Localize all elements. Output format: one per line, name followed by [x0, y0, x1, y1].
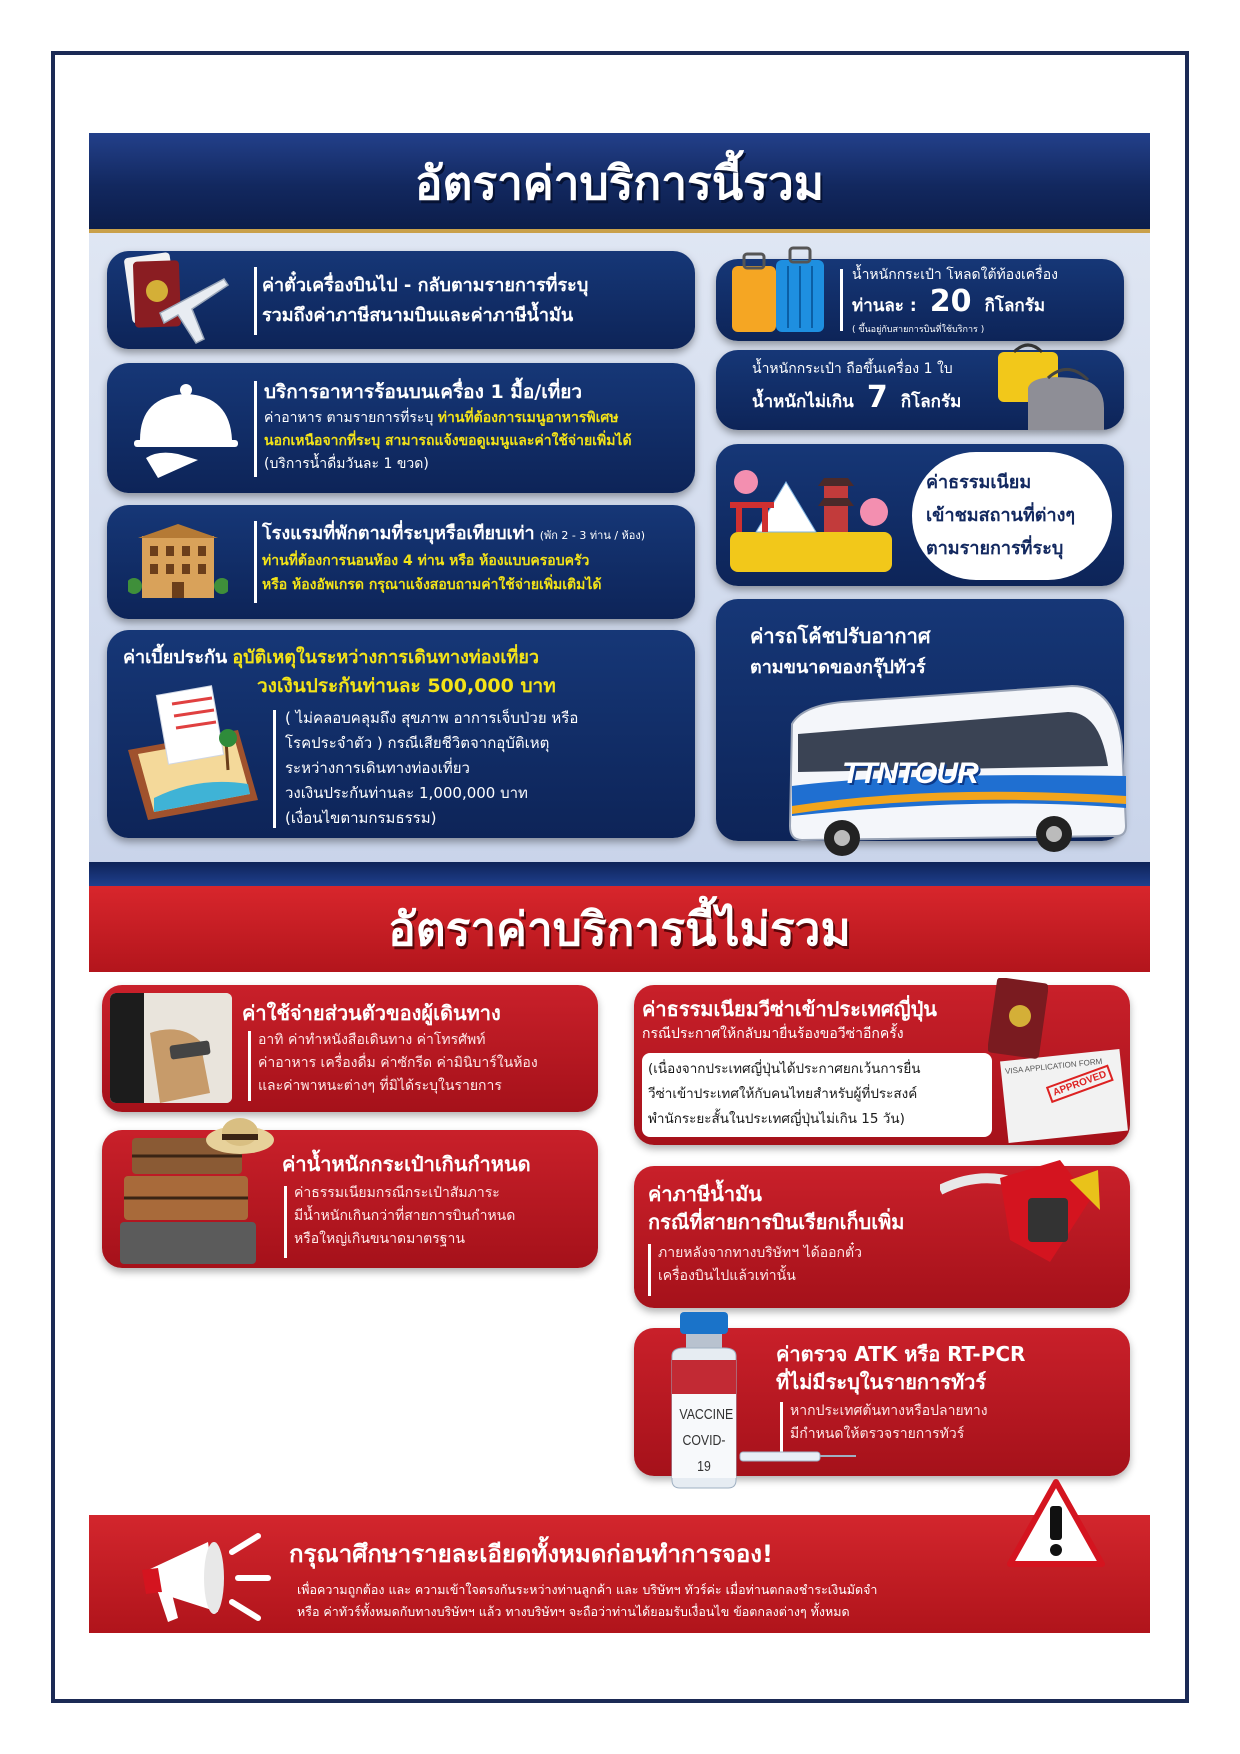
visa-form-label: VISA APPLICATION FORM	[1004, 1056, 1103, 1076]
overweight-line: มีน้ำหนักเกินกว่าที่สายการบินกำหนด	[294, 1208, 516, 1224]
visa-fee-card	[634, 985, 1130, 1145]
fuel-line: ภายหลังจากทางบริษัทฯ ได้ออกตั๋ว	[658, 1245, 862, 1261]
insurance-line: ( ไม่คลอบคลุมถึง สุขภาพ อาการเจ็บป่วย หรือ	[285, 709, 579, 727]
megaphone-icon	[128, 1522, 278, 1634]
insurance-line: โรคประจำตัว ) กรณีเสียชีวิตจากอุบัติเหตุ	[285, 734, 550, 752]
entrance-line: ตามรายการที่ระบุ	[926, 538, 1064, 559]
coach-brand: TTNTOUR	[842, 757, 978, 790]
warning-icon	[1006, 1478, 1106, 1570]
passport-plane-icon	[120, 243, 230, 353]
excluded-header	[89, 886, 1150, 972]
vaccine-vial	[662, 1310, 746, 1490]
meal-line1-white: ค่าอาหาร ตามรายการที่ระบุ	[264, 410, 434, 426]
included-header	[89, 133, 1150, 233]
personal-photo	[110, 993, 232, 1103]
fuel-nozzle-icon	[940, 1150, 1100, 1270]
fuel-title2: กรณีที่สายการบินเรียกเก็บเพิ่ม	[648, 1210, 905, 1234]
coach-line1: ค่ารถโค้ชปรับอากาศ	[750, 624, 931, 648]
meal-line3: (บริการน้ำดื่มวันละ 1 ขวด)	[264, 456, 429, 472]
excluded-title: อัตราค่าบริการนี้ไม่รวม	[388, 902, 851, 956]
suitcase-beach-icon	[118, 680, 268, 830]
vial-label-line2: COVID-19	[682, 1432, 726, 1475]
personal-line: อาทิ ค่าทำหนังสือเดินทาง ค่าโทรศัพท์	[258, 1032, 486, 1048]
checked-bag-line1: น้ำหนักกระเป๋า โหลดใต้ท้องเครื่อง	[852, 267, 1058, 283]
checked-bag-label: ท่านละ :	[852, 296, 917, 316]
hotel-title-note: (พัก 2 - 3 ท่าน / ห้อง)	[539, 529, 646, 542]
checked-bag-note: ( ขึ้นอยู่กับสายการบินที่ใช้บริการ )	[852, 325, 985, 335]
personal-expenses-card	[102, 985, 598, 1112]
luggage-icon	[726, 246, 836, 338]
carry-bag-line1: น้ำหนักกระเป๋า ถือขึ้นเครื่อง 1 ใบ	[752, 361, 953, 377]
personal-title: ค่าใช้จ่ายส่วนตัวของผู้เดินทาง	[242, 1001, 501, 1025]
carry-bag-value: 7	[866, 380, 888, 415]
visa-note-line: พำนักระยะสั้นในประเทศญี่ปุ่นไม่เกิน 15 วัน)	[648, 1111, 905, 1127]
flight-line1: ค่าตั๋วเครื่องบินไป - กลับตามรายการที่ระบุ	[262, 275, 589, 296]
insurance-line: ระหว่างการเดินทางท่องเที่ยว	[285, 759, 470, 777]
japan-landmarks-icon	[726, 452, 896, 580]
vial-label-line1: VACCINE	[679, 1406, 734, 1423]
test-title2: ที่ไม่มีระบุในรายการทัวร์	[776, 1370, 987, 1394]
passport-icon	[988, 978, 1048, 1060]
overweight-line: หรือใหญ่เกินขนาดมาตรฐาน	[294, 1231, 465, 1247]
visa-note-box	[642, 1053, 992, 1137]
insurance-label: ค่าเบี้ยประกัน	[123, 647, 228, 668]
coach-line2: ตามขนาดของกรุ๊ปทัวร์	[750, 657, 926, 678]
carry-bag-label: น้ำหนักไม่เกิน	[752, 392, 854, 412]
fuel-line: เครื่องบินไปแล้วเท่านั้น	[658, 1268, 796, 1284]
fuel-title1: ค่าภาษีน้ำมัน	[648, 1182, 762, 1206]
included-title: อัตราค่าบริการนี้รวม	[414, 156, 825, 210]
insurance-title-y2: วงเงินประกันท่านละ 500,000 บาท	[257, 675, 556, 697]
visa-note-line: วีซ่าเข้าประเทศให้กับคนไทยสำหรับผู้ที่ประสงค์	[648, 1086, 918, 1102]
meal-line1-yellow: ท่านที่ต้องการเมนูอาหารพิเศษ	[437, 410, 619, 426]
flight-line2: รวมถึงค่าภาษีสนามบินและค่าภาษีน้ำมัน	[262, 305, 574, 326]
hotel-line2: หรือ ห้องอัพเกรด กรุณาแจ้งสอบถามค่าใช้จ่ายเพิ่มเติมได้	[262, 577, 602, 593]
checked-bag-unit: กิโลกรัม	[984, 296, 1046, 316]
insurance-line: วงเงินประกันท่านละ 1,000,000 บาท	[285, 784, 528, 802]
cloche-icon	[128, 378, 238, 483]
footer-line2: หรือ ค่าทัวร์ทั้งหมดกับทางบริษัทฯ แล้ว ทางบริษัทฯ จะถือว่าท่านได้ยอมรับเงื่อนไข ข้อตกลงต่างๆ ทั้งหมด	[297, 1604, 850, 1619]
entrance-line: เข้าชมสถานที่ต่างๆ	[926, 505, 1076, 526]
carry-bags-icon	[992, 338, 1108, 438]
section-divider-band	[89, 862, 1150, 886]
personal-line: และค่าพาหนะต่างๆ ที่มิได้ระบุในรายการ	[258, 1078, 502, 1094]
carry-bag-unit: กิโลกรัม	[900, 392, 962, 412]
hotel-building-icon	[128, 522, 228, 602]
visa-form-image	[1000, 1049, 1128, 1143]
visa-note-line: (เนื่องจากประเทศญี่ปุ่นได้ประกาศยกเว้นการยื่น	[648, 1061, 921, 1077]
checked-bag-value: 20	[929, 284, 972, 319]
visa-title: ค่าธรรมเนียมวีซ่าเข้าประเทศญี่ปุ่น	[642, 997, 937, 1021]
meal-title: บริการอาหารร้อนบนเครื่อง 1 มื้อ/เที่ยว	[264, 381, 583, 403]
stacked-suitcases-icon	[118, 1112, 278, 1268]
syringe-icon	[738, 1446, 858, 1466]
meal-line2: นอกเหนือจากที่ระบุ สามารถแจ้งขอดูเมนูและค่าใช้จ่ายเพิ่มได้	[264, 433, 632, 449]
overweight-title: ค่าน้ำหนักกระเป๋าเกินกำหนด	[282, 1152, 531, 1176]
visa-subtitle: กรณีประกาศให้กลับมายื่นร้องขอวีซ่าอีกครั้ง	[642, 1026, 904, 1042]
overweight-line: ค่าธรรมเนียมกรณีกระเป๋าสัมภาระ	[294, 1185, 500, 1201]
insurance-title-y1: อุบัติเหตุในระหว่างการเดินทางท่องเที่ยว	[232, 647, 539, 668]
visa-approved-stamp: APPROVED	[1046, 1064, 1114, 1103]
test-title1: ค่าตรวจ ATK หรือ RT-PCR	[776, 1342, 1026, 1366]
hotel-title: โรงแรมที่พักตามที่ระบุหรือเทียบเท่า	[262, 523, 535, 544]
hotel-line1: ท่านที่ต้องการนอนห้อง 4 ท่าน หรือ ห้องแบบครอบครัว	[262, 553, 590, 569]
test-line: มีกำหนดให้ตรวจรายการทัวร์	[790, 1426, 965, 1442]
footer-title: กรุณาศึกษารายละเอียดทั้งหมดก่อนทำการจอง!	[289, 1540, 773, 1568]
test-line: หากประเทศต้นทางหรือปลายทาง	[790, 1403, 988, 1419]
entrance-line: ค่าธรรมเนียม	[926, 472, 1032, 493]
personal-line: ค่าอาหาร เครื่องดื่ม ค่าซักรีด ค่ามินิบาร์ในห้อง	[258, 1055, 538, 1071]
footer-line1: เพื่อความถูกต้อง และ ความเข้าใจตรงกันระหว่างท่านลูกค้า และ บริษัทฯ ทัวร์ค่ะ เมื่อท่านตกลงชำระเงินมัดจำ	[297, 1582, 878, 1597]
insurance-line: (เงื่อนไขตามกรมธรรม)	[285, 809, 437, 827]
